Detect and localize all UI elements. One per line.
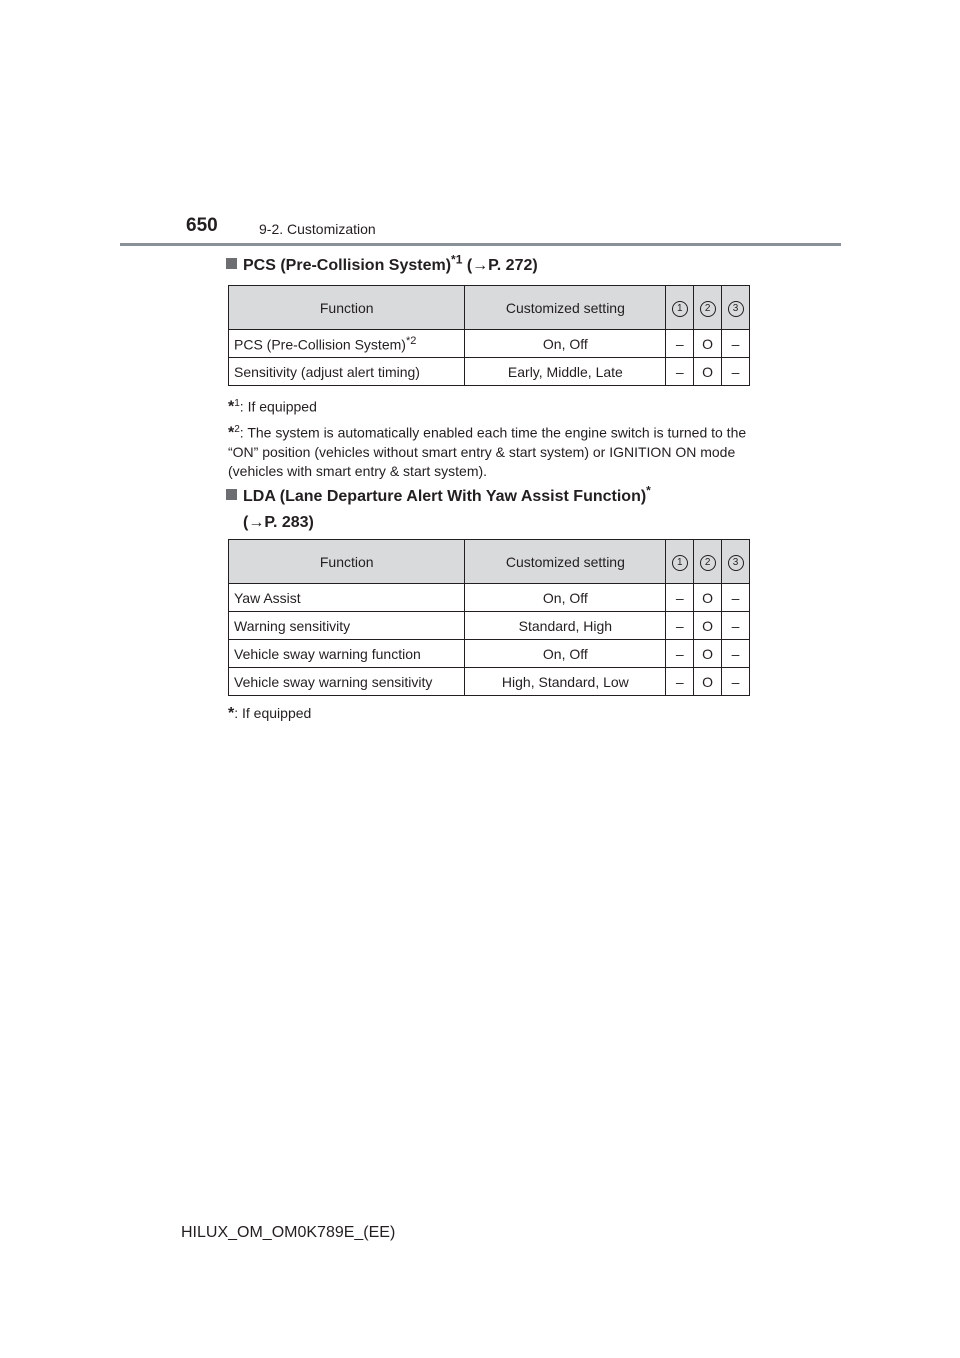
value-cell: O [694, 612, 722, 640]
table-header-row [229, 540, 750, 584]
function-cell [229, 330, 465, 358]
function-cell: Warning sensitivity [229, 612, 465, 640]
value-cell: O [694, 668, 722, 696]
lda-settings-table [228, 539, 750, 696]
section-heading-lda: LDA (Lane Departure Alert With Yaw Assist Function)* (→P. 283) [226, 485, 651, 535]
heading-title: PCS (Pre-Collision System) [243, 257, 452, 274]
value-cell: O [694, 358, 722, 386]
heading-footnote-mark: * [646, 483, 651, 498]
value-cell: – [666, 668, 694, 696]
value-cell: O [694, 584, 722, 612]
footnote-number: 2 [234, 424, 240, 435]
footnote-text: : The system is automatically enabled each time the engine switch is turned to the “ON” position (vehicles without smart entry & start system) or IGNITION ON mode (vehicles with smart entry & start system). [228, 424, 747, 479]
value-cell: – [722, 640, 750, 668]
heading-footnote-mark: *1 [451, 252, 463, 267]
header-rule [120, 243, 841, 246]
footnote-2 [228, 420, 748, 481]
value-cell: – [722, 330, 750, 358]
section-label: 9-2. Customization [259, 221, 376, 237]
setting-cell: On, Off [465, 640, 666, 668]
table-row [229, 584, 750, 612]
column-header-function: Function [229, 286, 465, 330]
footer-document-code: HILUX_OM_OM0K789E_(EE) [181, 1224, 396, 1241]
section-heading-pcs: PCS (Pre-Collision System)$^{*1}$ (→P. 272) [226, 254, 538, 278]
footnote-lda [228, 704, 311, 723]
setting-cell: On, Off [465, 330, 666, 358]
column-header-function: Function [229, 540, 465, 584]
value-cell: – [666, 584, 694, 612]
circled-number-icon: 3 [728, 301, 744, 317]
table-row [229, 640, 750, 668]
arrow-icon: → [248, 514, 265, 531]
circled-number-icon: 2 [700, 301, 716, 317]
setting-cell: On, Off [465, 584, 666, 612]
circled-number-icon: 1 [672, 555, 688, 571]
circled-number-icon: 2 [700, 555, 716, 571]
column-header-setting: Customized setting [465, 540, 666, 584]
function-text: PCS (Pre-Collision System) [234, 336, 406, 353]
arrow-icon: → [472, 257, 489, 274]
value-cell: – [666, 612, 694, 640]
heading-title: LDA (Lane Departure Alert With Yaw Assist Function) [243, 488, 647, 505]
function-cell: Vehicle sway warning sensitivity [229, 668, 465, 696]
value-cell: O [694, 330, 722, 358]
column-header-setting: Customized setting [465, 286, 666, 330]
column-header-1 [666, 286, 694, 330]
footnote-marker: * [228, 705, 235, 722]
setting-cell: Standard, High [465, 612, 666, 640]
column-header-3 [722, 286, 750, 330]
square-bullet-icon [226, 489, 237, 500]
function-cell: Vehicle sway warning function [229, 640, 465, 668]
page-reference: P. 272 [488, 257, 533, 274]
value-cell: – [666, 330, 694, 358]
footnote-text: : If equipped [239, 398, 317, 415]
value-cell: – [666, 358, 694, 386]
footnote-number: 1 [234, 398, 240, 409]
setting-cell: Early, Middle, Late [465, 358, 666, 386]
table-row [229, 668, 750, 696]
square-bullet-icon [226, 258, 237, 269]
value-cell: O [694, 640, 722, 668]
circled-number-icon: 3 [728, 555, 744, 571]
footnote-marker: * [228, 424, 235, 442]
pcs-settings-table [228, 285, 750, 386]
function-cell: Sensitivity (adjust alert timing) [229, 358, 465, 386]
footnote-mark: *2 [405, 334, 417, 347]
column-header-2 [694, 540, 722, 584]
circled-number-icon: 1 [672, 301, 688, 317]
value-cell: – [722, 358, 750, 386]
table-row [229, 612, 750, 640]
setting-cell: High, Standard, Low [465, 668, 666, 696]
function-cell: Yaw Assist [229, 584, 465, 612]
footnote-1 [228, 394, 317, 417]
table-row [229, 358, 750, 386]
value-cell: – [722, 668, 750, 696]
table-header-row [229, 286, 750, 330]
page-number: 650 [186, 215, 218, 236]
table-row [229, 330, 750, 358]
footnote-marker: * [228, 398, 235, 416]
footnote-text: : If equipped [234, 705, 312, 721]
page-reference: P. 283 [264, 514, 309, 531]
column-header-3 [722, 540, 750, 584]
column-header-2 [694, 286, 722, 330]
column-header-1 [666, 540, 694, 584]
value-cell: – [722, 584, 750, 612]
value-cell: – [722, 612, 750, 640]
value-cell: – [666, 640, 694, 668]
